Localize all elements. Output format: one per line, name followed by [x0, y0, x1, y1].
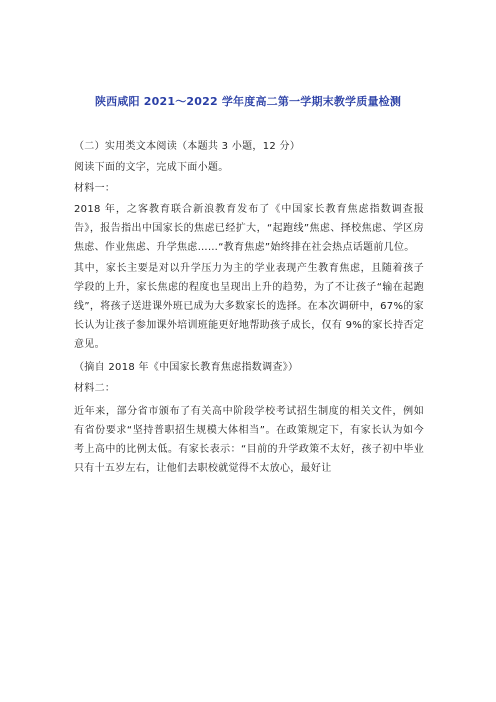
instruction-text: 阅读下面的文字，完成下面小题。 [74, 162, 229, 173]
document-body [74, 137, 424, 480]
material1-paragraph-1: 2018 年，之客教育联合新浪教育发布了《中国家长教育焦虑指数调查报告》，报告指出中国家长的焦虑已经扩大，“起跑线”焦虑、择校焦虑、学区房焦虑、作业焦虑、升学焦虑……“教育焦虑”始终排在社会热点话题前几位。 [74, 204, 424, 253]
material2-paragraph-1: 近年来，部分省市颁布了有关高中阶段学校考试招生制度的相关文件，例如有省份要求“坚持普职招生规模大体相当”。在政策规定下，有家长认为如今考上高中的比例太低。有家长表示：“目前的升学政策不太好，孩子初中毕业只有十五岁左右，让他们去职校就觉得不太放心，最好让 [74, 406, 424, 474]
material1-paragraph-2: 其中，家长主要是对以升学压力为主的学业表现产生教育焦虑，且随着孩子学段的上升，家长焦虑的程度也呈现出上升的趋势，为了不让孩子“输在起跑线”，将孩子送进课外班已成为大多数家长的选择。在本次调研中，67%的家长认为让孩子参加课外培训班能更好地帮助孩子成长，仅有 9%的家长持否定意见。 [74, 263, 424, 350]
document-title: 陕西咸阳 2021～2022 学年度高二第一学期末教学质量检测 [94, 95, 402, 108]
material1-source: （摘自 2018 年《中国家长教育焦虑指数调查》） [74, 362, 299, 373]
section-header: （二）实用类文本阅读（本题共 3 小题，12 分） [74, 141, 301, 152]
material1-label: 材料一： [74, 183, 116, 194]
material2-label: 材料二： [74, 383, 116, 394]
